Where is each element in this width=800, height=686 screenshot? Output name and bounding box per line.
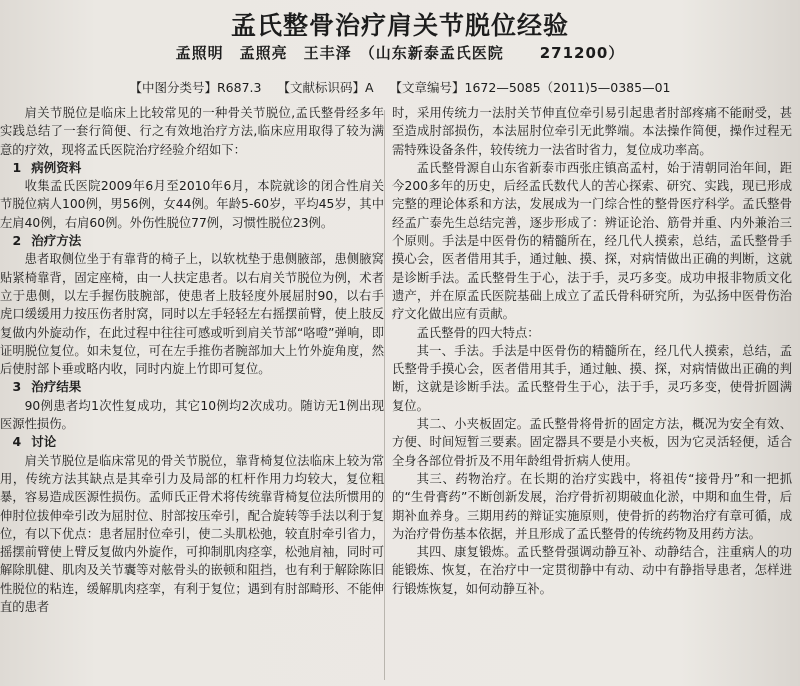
article-title: 孟氏整骨治疗肩关节脱位经验	[230, 11, 569, 40]
affiliation: （山东新泰孟氏医院	[359, 44, 504, 62]
feature-3-paragraph: 其三、药物治疗。在长期的治疗实践中，将祖传“接骨丹”和一把抓的“生骨膏药”不断创新发展，治疗骨折初期破血化淤，中期和血生骨，后期补血养身。三期用药的辩证实施原则，使骨折的药物治疗有章可循，成为治疗骨伤基本依据，并且形成了孟氏整骨的传统药物及用药方法。	[392, 471, 792, 541]
section-3-heading: 3 治疗结果	[12, 379, 82, 395]
clc-number: 【中图分类号】R687.3	[129, 80, 262, 95]
feature-1-paragraph: 其一、手法。手法是中医骨伤的精髓所在，经几代人摸索，总结，孟氏整骨手摸心会，医者借用其手，通过触、摸、探，对病情做出正确的判断，这就是诊断手法。孟氏整骨生于心，法于手，灵巧多变，使骨折圆满复位。	[392, 343, 792, 413]
author-line	[0, 42, 800, 63]
section-1-heading: 1 病例资料	[12, 159, 82, 175]
article-number: 【文章编号】1672—5085（2011)5—0385—01	[389, 80, 671, 95]
section-3-body: 90例患者均1次性复成功，其它10例均2次成功。随访无1例出现医源性损伤。	[0, 398, 384, 432]
section-4-body: 肩关节脱位是临床常见的骨关节脱位，靠背椅复位法临床上较为常用，传统方法其缺点是其牵引力及局部的杠杆作用力均较大，复位粗暴，容易造成医源性损伤。孟师氏正骨术将传统靠背椅复位法所惯用的伸肘位拔伸牵引改为屈肘位、肘部按压牵引，配合旋转等手法以利于复位，有以下优点：患者屈肘位牵引，使二头肌松弛，较直肘牵引省力，摇摆前臂使上臂反复做内外旋作，可抑制肌肉痉挛，松弛肩袖，同时可解除肌健、肌肉及关节囊等对舷骨头的嵌顿和阻挡，也有利于解除陈旧性脱位的粘连，缓解肌肉痉挛，有利于复位；遇到有肘部畸形、不能伸直的患者	[0, 453, 384, 615]
features-intro: 孟氏整骨的四大特点：	[416, 325, 540, 340]
feature-4-paragraph: 其四、康复锻炼。孟氏整骨强调动静互补、动静结合，注重病人的功能锻炼、恢复，在治疗中一定贯彻静中有动、动中有静指导患者，怎样进行锻炼恢复，如何动静互补。	[392, 545, 792, 596]
authors: 孟照明 孟照亮 王丰泽	[175, 44, 352, 62]
section-2-body: 患者取侧位坐于有靠背的椅子上，以软枕垫于患侧腋部，患侧腋窝贴紧椅靠背，固定座椅，由一人扶定患者。以右肩关节脱位为例，术者立于患侧，以左手握伤肢腕部，使患者上肢轻度外展屈肘90，以右手虎口缓缓用力按压伤者肘窝，同时以左手轻轻左右摇摆前臂，使上肢反复做内外旋动作，在此过程中往往可感或听到肩关节部“咯噔”弹响，即证明脱位复位。如未复位，可在左手推伤者腕部加大上竹外旋角度，然后使肘部卜垂或略内收，同时内旋上竹即可复位。	[0, 252, 384, 377]
postcode: 271200）	[539, 44, 625, 62]
section-2-heading: 2 治疗方法	[12, 233, 82, 249]
continued-paragraph: 时，采用传统力一法肘关节伸直位牵引易引起患者肘部疼痛不能耐受，甚至造成肘部损伤，本法屈肘位牵引无此弊端。本法操作简便，操作过程无需特殊设备条件，较传统力一法省时省力，复位成功率高。	[392, 106, 792, 157]
history-paragraph: 孟氏整骨源自山东省新泰市西张庄镇高孟村，始于清朝同治年间，距今200多年的历史，后经孟氏数代人的苦心探索、研究、实践，现已形成完整的理论体系和方法，发展成为一门综合性的整骨医疗科学。孟氏整骨经孟广泰先生总结完善，逐步形成了：辨证论治、筋骨并重、内外兼治三个原则。手法是中医骨伤的精髓所在，经几代人摸索，总结，孟氏整骨手摸心会，医者借用其手，通过触、摸、探，对病情做出正确的判断，这就是诊断手法。孟氏整骨生于心，法于手，灵巧多变。成功申报非物质文化遗产，并在原孟氏医院基础上成立了孟氏骨科研究所，为弘扬中医骨伤治疗文化做出应有贡献。	[392, 160, 792, 322]
article-meta	[0, 78, 800, 96]
column-divider	[384, 110, 385, 680]
left-column	[0, 104, 384, 616]
right-column	[392, 104, 792, 598]
section-1-body: 收集孟氏医院2009年6月至2010年6月，本院就诊的闭合性肩关节脱位病人100例，男56例，女44例。年龄5-60岁，平均45岁，其中左肩40例，右肩60例。外伤性脱位77例，习惯性脱位23例。	[0, 179, 384, 230]
intro-paragraph: 肩关节脱位是临床上比较常见的一种骨关节脱位,孟氏整骨经多年实践总结了一套行简便、行之有效地治疗方法,临床应用取得了较为满意的疗效，现将孟氏医院治疗经验介绍如下：	[0, 106, 384, 157]
document-code: 【文献标识码】A	[277, 80, 374, 95]
section-4-heading: 4 讨论	[12, 434, 57, 450]
feature-2-paragraph: 其二、小夹板固定。孟氏整骨将骨折的固定方法，概况为安全有效、方便、时间短暂三要素。固定器具不要是小夹板，因为它灵活轻便，适合全身各部位骨折及不用年龄组骨折病人使用。	[392, 417, 792, 468]
